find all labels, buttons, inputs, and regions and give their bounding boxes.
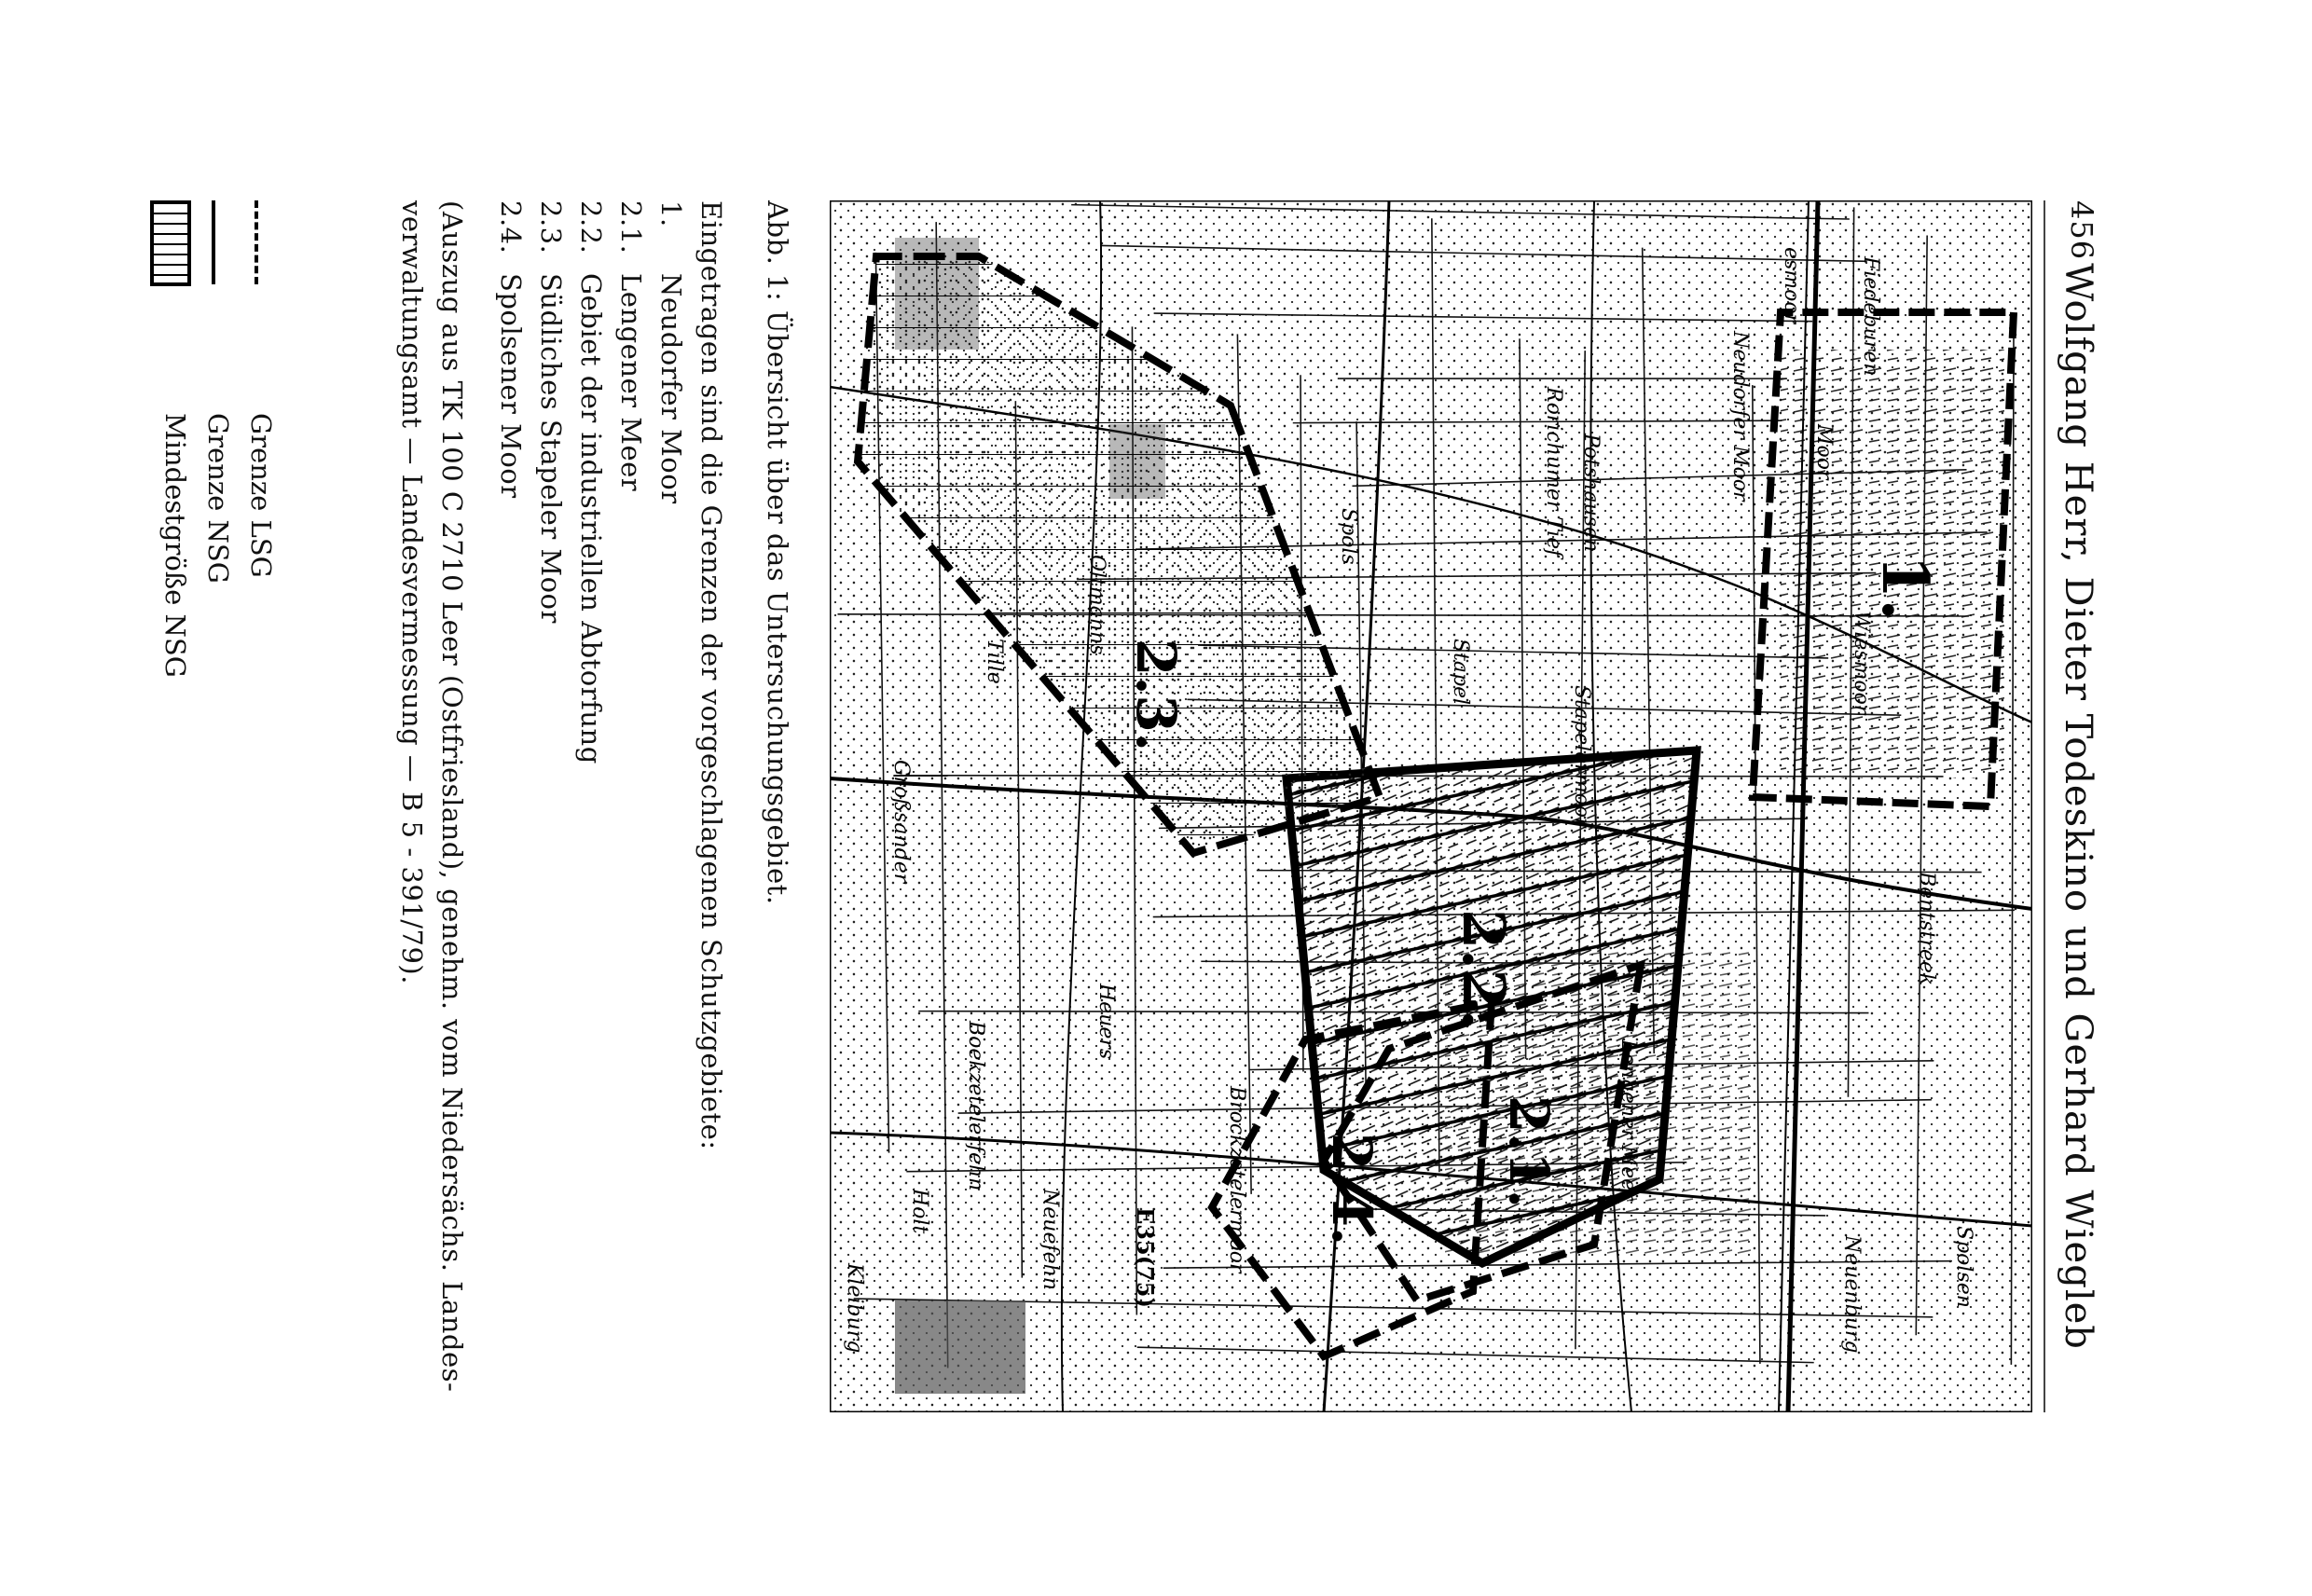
road-label-e35: E35(75) xyxy=(1132,1207,1159,1308)
place-heuers: Heuers xyxy=(1094,984,1118,1060)
place-kleiburg: Kleiburg xyxy=(843,1263,866,1354)
area-label-2-3: 2.3. xyxy=(1124,639,1188,752)
place-potshausen: Potshausen xyxy=(1579,433,1603,553)
place-bentstreek: Bentstreek xyxy=(1915,872,1938,986)
place-neuenburg: Neuenburg xyxy=(1840,1235,1864,1354)
source-line-2: verwaltungsamt — Landesvermessung — B 5 - 391/79). xyxy=(396,200,428,984)
place-rorichumer-tief: Rorichumer Tief xyxy=(1542,387,1565,557)
author-line: Wolfgang Herr, Dieter Todeskino und Gerhard Wiegleb xyxy=(2057,263,2099,1350)
place-moor: Moor xyxy=(1812,424,1836,480)
caption-intro: Eingetragen sind die Grenzen der vorgeschlagenen Schutzgebiete: xyxy=(695,200,727,1150)
topographic-map-figure xyxy=(830,200,2032,1412)
place-stapel: Stapel xyxy=(1449,639,1472,706)
caption-title: Abb. 1: Übersicht über das Untersuchungsgebiet. xyxy=(762,200,793,905)
place-wiesmoor: Wiesmoor xyxy=(1850,611,1873,715)
figure-caption xyxy=(392,200,797,1422)
map-source-note xyxy=(392,200,472,1422)
area-label-2-2: 2.2. xyxy=(1450,909,1518,1030)
place-neudorfer-moor: Neudorfer Moor xyxy=(1728,331,1752,502)
area-label-2-4: 2.4. xyxy=(1320,1133,1383,1246)
place-boekzetelerfehn: Boekzetelerfehn xyxy=(964,1021,987,1191)
place-spolsen: Spolsen xyxy=(1952,1226,1975,1308)
place-tille: Tille xyxy=(983,639,1006,684)
place-lengener-meer: Lengener Meer xyxy=(1617,1039,1640,1201)
area-label-1: 1. xyxy=(1867,555,1942,621)
list-item: 2.2. Gebiet der industriellen Abtorfung xyxy=(575,200,607,764)
list-item: 1. Neudorfer Moor xyxy=(655,200,687,504)
header-rule xyxy=(2044,200,2045,1412)
list-item: 2.3. Südliches Stapeler Moor xyxy=(535,200,567,624)
map-drawing xyxy=(830,200,2032,1412)
place-grossander: Großsander xyxy=(889,760,913,884)
place-brockzetelermoor: Brockzetelermoor xyxy=(1225,1086,1248,1273)
place-holt: Holt xyxy=(908,1189,931,1234)
dashed-line-icon xyxy=(255,200,258,284)
place-esmoor: esmoor xyxy=(1780,247,1803,324)
page-number: 456 xyxy=(2064,200,2099,261)
list-item: 2.1. Lengener Meer xyxy=(615,200,647,492)
list-item: 2.4. Spolsener Moor xyxy=(495,200,527,499)
place-fiedeburen: Fiedeburen xyxy=(1859,256,1882,377)
solid-line-icon xyxy=(212,200,215,284)
area-label-2-1: 2.1. xyxy=(1497,1095,1561,1209)
protected-area-list xyxy=(490,200,691,1422)
place-oltmanns: Oltmanns xyxy=(1085,555,1108,655)
place-neuefehn: Neuefehn xyxy=(1039,1189,1062,1290)
place-stapelermoor: Stapelermoor xyxy=(1570,685,1593,828)
place-spols: Spols xyxy=(1337,508,1360,565)
hatched-box-icon xyxy=(150,200,191,286)
source-line-1: (Auszug aus TK 100 C 2710 Leer (Ostfriesland), genehm. vom Niedersächs. Landes- xyxy=(436,200,468,1393)
rotated-page-content: 456 Wolfgang Herr, Dieter Todeskino und Gerhard Wiegleb 1. 2.2. 2.1. 2.4. 2.3. Fiedeburen Wiesmoor esmoor Moor Rorichumer Tief Potshausen Stapelermoor Stapel Spols Großsander Holt Neuefehn Heuers Boekzetelerfehn Bentstreek Spolsen Neuenburg Kleiburg Neudorfer Moor Lengener Meer Brockzetelermoor Oltmanns Tille E35(75) Abb. 1: Übersicht über das Untersuchungsgebiet. Eingetragen sind die Grenzen der vorgeschlagenen Schutzgebiete: 1. Neudorfer Moor 2.1. Lengener Meer 2.2. Gebiet der industriellen Abtorfung 2.3. Südliches Stapeler Moor 2.4. Spolsener Moor (Auszug aus TK 100 C 2710 Leer (Ostfriesland), genehm. vom Niedersächs. Landes- verwaltungsamt — Landesvermessung — B 5 - 391/79). Grenze LSG Grenze NSG Mindestgröße NSG xyxy=(0,0,2312,1596)
